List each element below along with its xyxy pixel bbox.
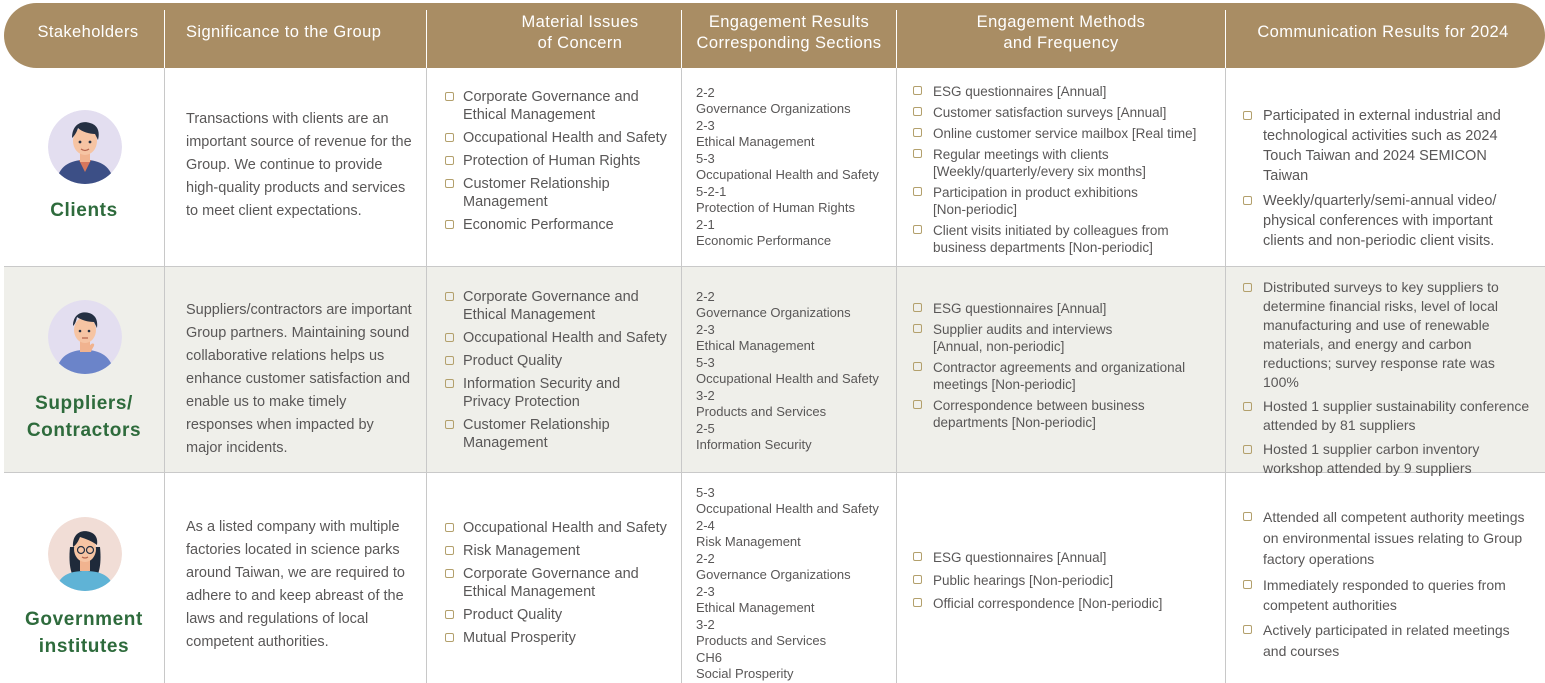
list-item: Correspondence between business departments [Non-periodic] — [913, 397, 1173, 431]
list-item: Public hearings [Non-periodic] — [913, 572, 1218, 589]
list-item: Protection of Human Rights — [445, 152, 670, 170]
communication-results-list — [1243, 507, 1533, 667]
list-item: Occupational Health and Safety — [445, 129, 670, 147]
section-code: 2-2 — [696, 85, 715, 100]
list-item: ESG questionnaires [Annual] — [913, 300, 1218, 317]
list-item: Online customer service mailbox [Real time] — [913, 125, 1218, 142]
square-bullet-icon — [913, 362, 922, 371]
square-bullet-icon — [913, 400, 922, 409]
section-name: Information Security — [696, 437, 812, 452]
square-bullet-icon — [445, 92, 454, 101]
list-item: Economic Performance — [445, 216, 670, 234]
section-code: 3-2 — [696, 388, 715, 403]
list-item: Actively participated in related meetings and courses — [1243, 620, 1533, 662]
square-bullet-icon — [445, 379, 454, 388]
section-name: Products and Services — [696, 404, 827, 419]
government-avatar — [48, 517, 122, 591]
header-divider — [1225, 10, 1226, 68]
list-item: Attended all competent authority meetings on environmental issues relating to Group factory operations — [1243, 507, 1533, 570]
communication-results-list — [1243, 106, 1533, 256]
square-bullet-icon — [1243, 402, 1252, 411]
list-item: Official correspondence [Non-periodic] — [913, 595, 1218, 612]
communication-results-list — [1243, 278, 1533, 483]
square-bullet-icon — [913, 128, 922, 137]
header-significance: Significance to the Group — [186, 23, 382, 41]
section-name: Governance Organizations — [696, 101, 851, 116]
stakeholder-name: Suppliers/ Contractors — [26, 393, 142, 441]
square-bullet-icon — [913, 324, 922, 333]
section-name: Governance Organizations — [696, 567, 851, 582]
square-bullet-icon — [445, 292, 454, 301]
section-code: 5-3 — [696, 355, 715, 370]
square-bullet-icon — [1243, 283, 1252, 292]
section-code: 2-1 — [696, 217, 715, 232]
square-bullet-icon — [1243, 445, 1252, 454]
square-bullet-icon — [445, 546, 454, 555]
list-item: Information Security and Privacy Protection — [445, 375, 670, 411]
column-divider — [1225, 68, 1226, 683]
section-name: Risk Management — [696, 534, 801, 549]
engagement-methods-list — [913, 300, 1218, 435]
square-bullet-icon — [445, 333, 454, 342]
section-code: 3-2 — [696, 617, 715, 632]
square-bullet-icon — [445, 220, 454, 229]
engagement-methods-list — [913, 549, 1218, 616]
section-name: Social Prosperity — [696, 666, 794, 681]
column-divider — [681, 68, 682, 683]
column-divider — [426, 68, 427, 683]
square-bullet-icon — [1243, 111, 1252, 120]
square-bullet-icon — [445, 523, 454, 532]
section-code: 2-2 — [696, 551, 715, 566]
engagement-methods-list — [913, 83, 1218, 260]
square-bullet-icon — [445, 156, 454, 165]
stakeholder-name: Government institutes — [25, 609, 143, 657]
section-code: 5-2-1 — [696, 184, 727, 199]
man-avatar-icon — [48, 110, 122, 184]
list-item: Customer Relationship Management — [445, 175, 670, 211]
material-issues-list — [445, 519, 670, 652]
section-name: Products and Services — [696, 633, 827, 648]
header-stakeholders: Stakeholders — [37, 23, 139, 41]
square-bullet-icon — [445, 420, 454, 429]
square-bullet-icon — [445, 179, 454, 188]
section-code: 5-3 — [696, 151, 715, 166]
row-divider — [4, 266, 1545, 267]
section-name: Ethical Management — [696, 134, 815, 149]
header-divider — [681, 10, 682, 68]
list-item: Participated in external industrial and technological activities such as 2024 Touch Taiwan and 2024 SEMICON Taiwan — [1243, 106, 1533, 186]
header-divider — [896, 10, 897, 68]
list-item: Supplier audits and interviews [Annual, non-periodic] — [913, 321, 1133, 355]
square-bullet-icon — [913, 552, 922, 561]
suppliers-avatar — [48, 300, 122, 374]
material-issues-list — [445, 88, 670, 239]
list-item: Customer Relationship Management — [445, 416, 670, 452]
sections-list — [696, 85, 891, 250]
list-item: Corporate Governance and Ethical Management — [445, 88, 670, 124]
list-item: Customer satisfaction surveys [Annual] — [913, 104, 1218, 121]
section-code: 2-3 — [696, 118, 715, 133]
square-bullet-icon — [913, 225, 922, 234]
significance-text: Transactions with clients are an important source of revenue for the Group. We continue to provide high-quality products and services to meet client expectations. — [186, 111, 412, 219]
list-item: Distributed surveys to key suppliers to determine financial risks, level of local manufacturing and use of renewable materials, and energy and carbon reductions; survey response rate was 100% — [1243, 278, 1533, 392]
square-bullet-icon — [913, 303, 922, 312]
woman-avatar-icon — [48, 517, 122, 591]
sections-list — [696, 485, 891, 683]
clients-avatar — [48, 110, 122, 184]
section-code: 2-2 — [696, 289, 715, 304]
sections-list — [696, 289, 891, 454]
list-item: Product Quality — [445, 352, 670, 370]
list-item: Corporate Governance and Ethical Management — [445, 288, 670, 324]
list-item: Weekly/quarterly/semi-annual video/ physical conferences with important clients and non-periodic client visits. — [1243, 191, 1533, 251]
section-code: 5-3 — [696, 485, 715, 500]
header-material-issues: Material Issues of Concern — [521, 12, 639, 52]
square-bullet-icon — [1243, 580, 1252, 589]
square-bullet-icon — [445, 569, 454, 578]
square-bullet-icon — [913, 575, 922, 584]
section-code: 2-5 — [696, 421, 715, 436]
square-bullet-icon — [913, 187, 922, 196]
square-bullet-icon — [913, 149, 922, 158]
square-bullet-icon — [445, 356, 454, 365]
header-divider — [426, 10, 427, 68]
list-item: Occupational Health and Safety — [445, 329, 670, 347]
section-name: Governance Organizations — [696, 305, 851, 320]
section-code: 2-3 — [696, 584, 715, 599]
header-communication-results: Communication Results for 2024 — [1257, 23, 1509, 41]
square-bullet-icon — [913, 107, 922, 116]
column-divider — [896, 68, 897, 683]
thinking-man-avatar-icon — [48, 300, 122, 374]
square-bullet-icon — [1243, 625, 1252, 634]
section-name: Ethical Management — [696, 600, 815, 615]
section-name: Ethical Management — [696, 338, 815, 353]
list-item: Occupational Health and Safety — [445, 519, 670, 537]
square-bullet-icon — [913, 598, 922, 607]
list-item: Hosted 1 supplier carbon inventory workshop attended by 9 suppliers — [1243, 440, 1533, 478]
header-divider — [164, 10, 165, 68]
square-bullet-icon — [913, 86, 922, 95]
significance-text: Suppliers/contractors are important Group partners. Maintaining sound collaborative relations helps us enhance customer satisfaction and enable us to make timely responses when impacted by major incidents. — [186, 302, 412, 456]
square-bullet-icon — [445, 610, 454, 619]
section-name: Economic Performance — [696, 233, 832, 248]
list-item: Hosted 1 supplier sustainability conference attended by 81 suppliers — [1243, 397, 1533, 435]
section-code: 2-4 — [696, 518, 715, 533]
header-engagement-methods: Engagement Methods and Frequency — [976, 12, 1146, 52]
stakeholder-name: Clients — [50, 200, 118, 221]
list-item: Contractor agreements and organizational meetings [Non-periodic] — [913, 359, 1213, 393]
list-item: Client visits initiated by colleagues from business departments [Non-periodic] — [913, 222, 1198, 256]
list-item: Regular meetings with clients [Weekly/quarterly/every six months] — [913, 146, 1173, 180]
significance-text: As a listed company with multiple factories located in science parks around Taiwan, we are required to adhere to and keep abreast of the laws and regulations of local competent authorities. — [186, 519, 405, 650]
column-divider — [164, 68, 165, 683]
header-engagement-results: Engagement Results Corresponding Sections — [696, 12, 882, 52]
square-bullet-icon — [445, 133, 454, 142]
section-name: Occupational Health and Safety — [696, 501, 879, 516]
square-bullet-icon — [1243, 512, 1252, 521]
section-name: Occupational Health and Safety — [696, 167, 879, 182]
list-item: Risk Management — [445, 542, 670, 560]
list-item: ESG questionnaires [Annual] — [913, 83, 1218, 100]
list-item: ESG questionnaires [Annual] — [913, 549, 1218, 566]
section-name: Protection of Human Rights — [696, 200, 855, 215]
list-item: Immediately responded to queries from competent authorities — [1243, 575, 1533, 615]
list-item: Product Quality — [445, 606, 670, 624]
section-code: 2-3 — [696, 322, 715, 337]
square-bullet-icon — [1243, 196, 1252, 205]
list-item: Participation in product exhibitions [Non-periodic] — [913, 184, 1173, 218]
list-item: Corporate Governance and Ethical Management — [445, 565, 670, 601]
section-name: Occupational Health and Safety — [696, 371, 879, 386]
square-bullet-icon — [445, 633, 454, 642]
material-issues-list — [445, 288, 670, 457]
section-code: CH6 — [696, 650, 723, 665]
list-item: Mutual Prosperity — [445, 629, 670, 647]
